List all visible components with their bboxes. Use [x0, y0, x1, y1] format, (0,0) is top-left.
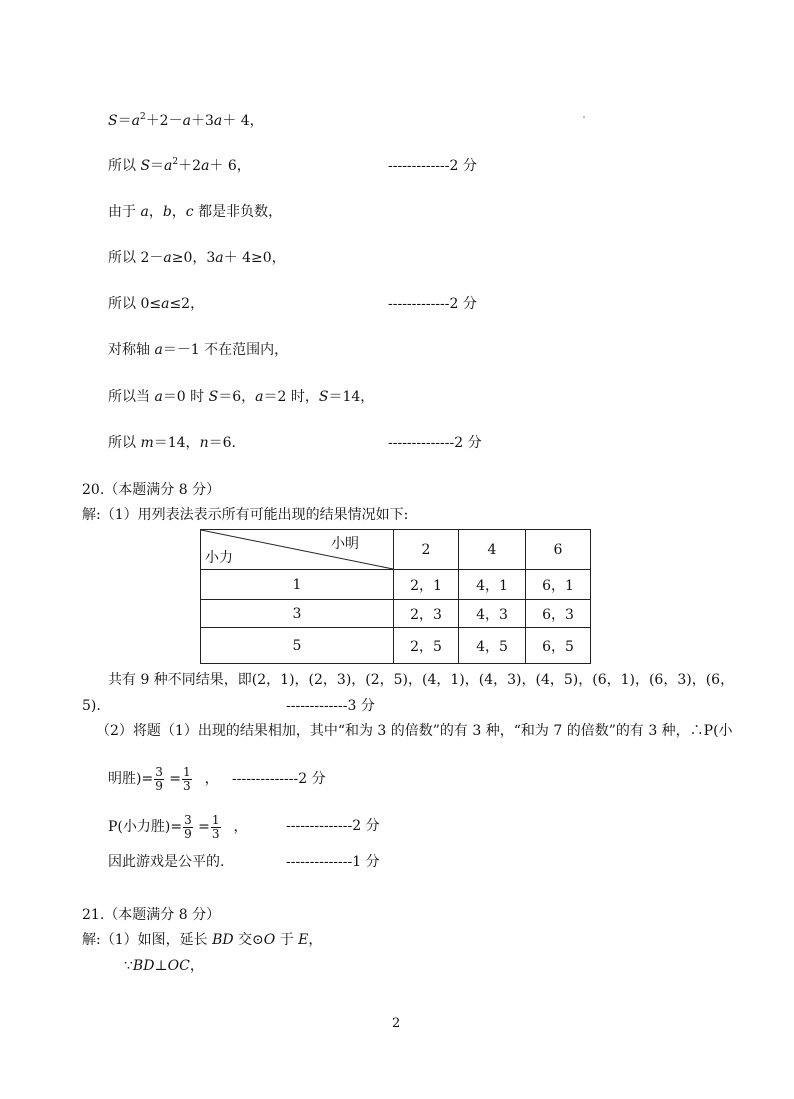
table-cell: 2，5	[394, 628, 459, 664]
table-row	[201, 600, 591, 628]
line-inequalities: 所以 2－a≥0，3a＋ 4≥0，	[108, 250, 286, 266]
table-header-row	[201, 530, 591, 570]
col-header: 4	[459, 530, 526, 570]
score-mark: -------------2 分	[388, 158, 477, 174]
q21-line2: ∵BD⊥OC，	[124, 958, 204, 974]
table-corner-cell	[201, 530, 394, 570]
table-cell: 4，1	[459, 570, 526, 600]
q21-line1: 解:（1）如图，延长 BD 交⊙O 于 E，	[82, 932, 323, 948]
fraction: $\frac{3}{9}$	[184, 812, 192, 841]
table-cell: 6，1	[526, 570, 591, 600]
row-label: 5	[201, 628, 394, 664]
outcome-list: 共有 9 种不同结果，即(2，1)，(2，3)，(2，5)，(4，1)，(4，3)，(4，5)，(6，1)，(6，3)，(6，	[108, 672, 735, 688]
corner-label-xiaoming: 小明	[331, 536, 359, 552]
line-range-a: 所以 0≤a≤2，	[108, 296, 205, 312]
q20-heading: 20.（本题满分 8 分）	[82, 482, 221, 498]
table-row	[201, 628, 591, 664]
page-number: 2	[392, 1016, 401, 1031]
fraction: $\frac{1}{3}$	[211, 812, 220, 841]
score-mark: -------------3 分	[286, 698, 375, 714]
table-cell: 4，3	[459, 600, 526, 628]
outcome-table	[200, 529, 591, 664]
table-cell: 6，3	[526, 600, 591, 628]
q20-intro: 解:（1）用列表法表示所有可能出现的结果情况如下:	[82, 507, 409, 523]
scan-speck	[583, 116, 585, 118]
prob-xiaoming: 明胜)= $\frac{3}{9}$ = $\frac{1}{3}$ ，	[108, 764, 219, 793]
col-header: 2	[394, 530, 459, 570]
part2-statement: （2）将题（1）出现的结果相加，其中“和为 3 的倍数”的有 3 种，“和为 7 的倍数”的有 3 种，∴P(小	[96, 723, 733, 739]
table-row	[201, 570, 591, 600]
score-mark: --------------2 分	[286, 818, 380, 834]
table-cell: 2，3	[394, 600, 459, 628]
outcome-list-end: 5).	[82, 698, 101, 714]
line-s-simplified: 所以 $S=a^2+2a+ 6$，	[108, 157, 251, 174]
prob-xiaoli: P(小力胜)= $\frac{3}{9}$ = $\frac{1}{3}$ ，	[108, 812, 248, 841]
q21-heading: 21.（本题满分 8 分）	[82, 907, 221, 923]
table-cell: 6，5	[526, 628, 591, 664]
row-label: 3	[201, 600, 394, 628]
row-label: 1	[201, 570, 394, 600]
score-mark: --------------1 分	[286, 854, 380, 870]
line-axis: 对称轴 a＝－1 不在范围内，	[108, 342, 289, 358]
fraction: $\frac{1}{3}$	[183, 764, 191, 793]
score-mark: --------------2 分	[388, 435, 482, 451]
table-cell: 4，5	[459, 628, 526, 664]
table-cell: 2，1	[394, 570, 459, 600]
line-extremes: 所以当 a＝0 时 S＝6，a＝2 时，S＝14，	[108, 389, 375, 405]
line-m-n: 所以 m＝14，n＝6.	[108, 435, 236, 451]
line-s-expansion: $S=a^2+2-a+3a+ 4$，	[108, 112, 264, 129]
score-mark: --------------2 分	[232, 771, 326, 787]
col-header: 6	[526, 530, 591, 570]
score-mark: -------------2 分	[388, 296, 477, 312]
fraction: $\frac{3}{9}$	[155, 764, 163, 793]
line-nonnegative: 由于 a，b，c 都是非负数，	[108, 204, 283, 220]
fairness-conclusion: 因此游戏是公平的.	[108, 854, 225, 870]
corner-label-xiaoli: 小力	[205, 550, 233, 566]
